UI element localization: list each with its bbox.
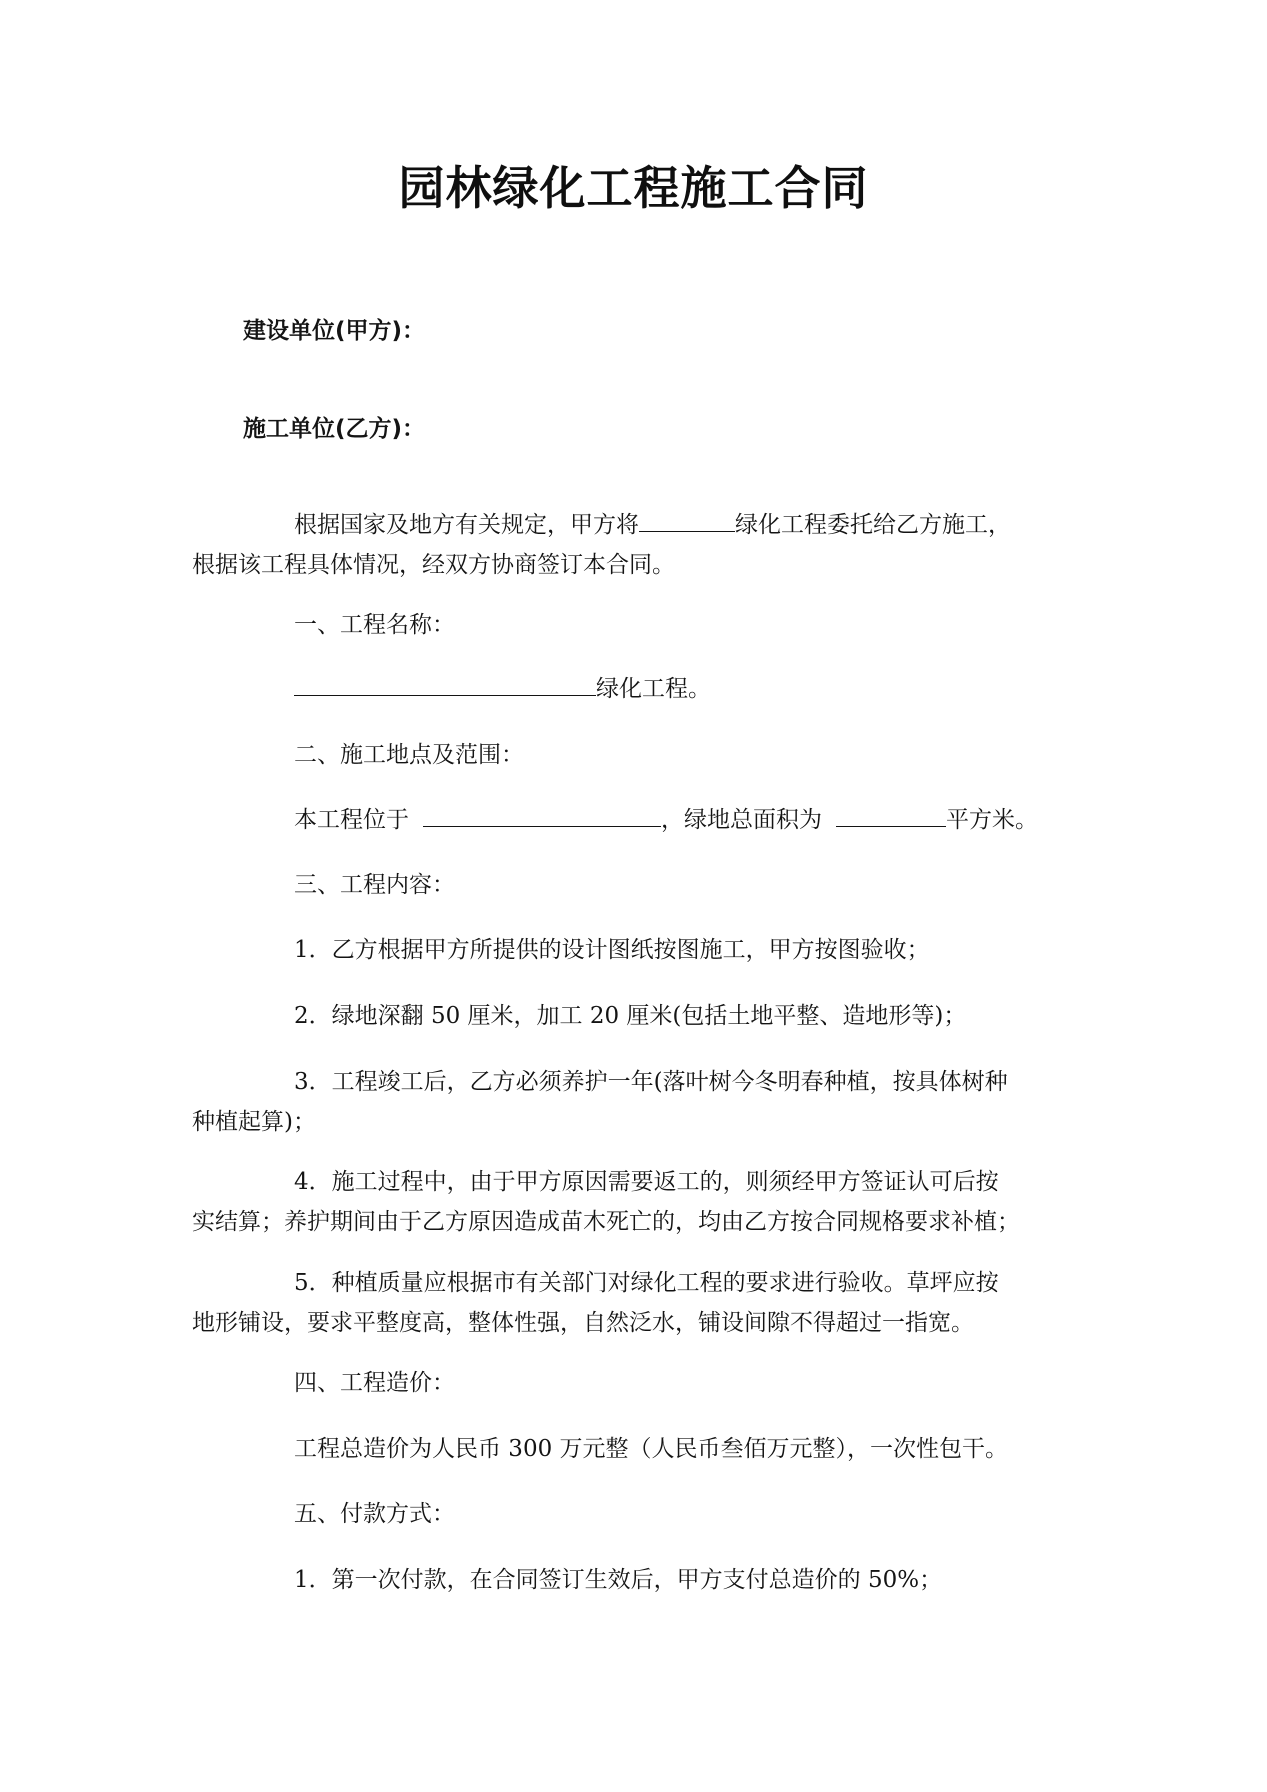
location-blank[interactable]: [423, 804, 661, 827]
section-2-body: [294, 801, 1038, 834]
section-3-item-4-line-1: 4．施工过程中，由于甲方原因需要返工的，则须经甲方签证认可后按: [294, 1169, 999, 1195]
intro-line-1: [294, 506, 1011, 539]
intro-text-after: 绿化工程委托给乙方施工，: [735, 512, 1011, 538]
section-3-item-5-line-2: 地形铺设，要求平整度高，整体性强，自然泛水，铺设间隙不得超过一指宽。: [192, 1310, 974, 1336]
section-3-item-3-line-1: 3．工程竣工后，乙方必须养护一年(落叶树今冬明春种植，按具体树种: [294, 1069, 1008, 1095]
project-name-blank[interactable]: [294, 673, 596, 696]
area-blank[interactable]: [836, 804, 946, 827]
section-3-item-4-line-2: 实结算；养护期间由于乙方原因造成苗木死亡的，均由乙方按合同规格要求补植；: [192, 1209, 1020, 1235]
section-3-item-1: 1．乙方根据甲方所提供的设计图纸按图施工，甲方按图验收；: [294, 937, 930, 963]
project-blank[interactable]: [639, 509, 735, 532]
document-title: 园林绿化工程施工合同: [398, 161, 869, 215]
section-4-body: 工程总造价为人民币 300 万元整（人民币叁佰万元整），一次性包干。: [294, 1436, 1009, 1462]
intro-text-before: 根据国家及地方有关规定，甲方将: [294, 512, 639, 538]
party-a-label: 建设单位(甲方)：: [243, 318, 426, 344]
section-4-heading: 四、工程造价：: [294, 1370, 455, 1396]
area-unit: 平方米。: [946, 807, 1038, 833]
section-5-item-1: 1．第一次付款，在合同签订生效后，甲方支付总造价的 50%；: [294, 1567, 943, 1593]
area-label: ，绿地总面积为: [661, 807, 822, 833]
section-1-body: [294, 670, 711, 703]
section-3-item-5-line-1: 5．种植质量应根据市有关部门对绿化工程的要求进行验收。草坪应按: [294, 1270, 999, 1296]
section-1-heading: 一、工程名称：: [294, 612, 455, 638]
location-prefix: 本工程位于: [294, 807, 409, 833]
section-2-heading: 二、施工地点及范围：: [294, 742, 524, 768]
section-3-item-3-line-2: 种植起算)；: [192, 1109, 316, 1135]
party-b-label: 施工单位(乙方)：: [243, 416, 426, 442]
project-name-suffix: 绿化工程。: [596, 676, 711, 702]
section-3-heading: 三、工程内容：: [294, 872, 455, 898]
intro-line-2: 根据该工程具体情况，经双方协商签订本合同。: [192, 552, 675, 578]
section-3-item-2: 2．绿地深翻 50 厘米，加工 20 厘米(包括土地平整、造地形等)；: [294, 1003, 967, 1029]
section-5-heading: 五、付款方式：: [294, 1501, 455, 1527]
